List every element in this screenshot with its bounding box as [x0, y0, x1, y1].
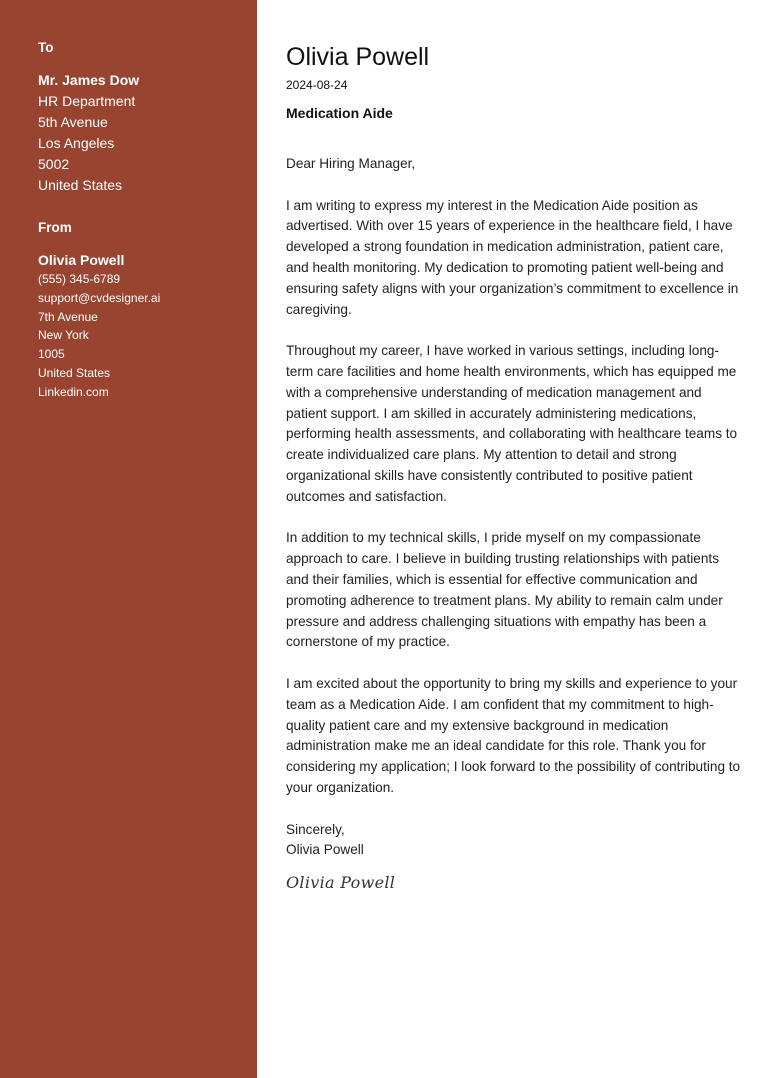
letter-body — [286, 154, 741, 894]
applicant-name: Olivia Powell — [286, 43, 430, 71]
paragraph-3: In addition to my technical skills, I pride myself on my compassionate approach to care. I believe in building trusting relationships with patients and their families, which is essential for effective communication and promoting adherence to treatment plans. My ability to remain calm under pressure and address challenging situations with empathy has been a cornerstone of my practice. — [286, 530, 723, 650]
letter-date: 2024-08-24 — [286, 78, 348, 92]
sender-linkedin: Linkedin.com — [38, 384, 109, 399]
recipient-heading: To — [38, 40, 54, 55]
recipient-country: United States — [38, 177, 123, 193]
paragraph-1: I am writing to express my interest in the Medication Aide position as advertised. With over 15 years of experience in the healthcare field, I have developed a strong foundation in medication administration, patient care, and health monitoring. My dedication to promoting patient well-being and ensuring safety aligns with your organization’s commitment to excellence in caregiving. — [286, 197, 739, 317]
paragraph-2: Throughout my career, I have worked in various settings, including long-term care facilities and home health environments, which has equipped me with a comprehensive understanding of medication management and patient support. I am skilled in accurately administering medications, performing health assessments, and collaborating with healthcare teams to create individualized care plans. My attention to detail and strong organizational skills have consistently contributed to positive patient outcomes and satisfaction. — [286, 343, 738, 504]
sender-city: New York — [38, 328, 89, 343]
sender-phone: (555) 345-6789 — [38, 272, 121, 286]
recipient-department: HR Department — [38, 93, 136, 109]
sender-zip: 1005 — [38, 347, 65, 362]
recipient-street: 5th Avenue — [38, 114, 108, 130]
sender-email: support@cvdesigner.ai — [38, 290, 161, 305]
letter-main — [286, 42, 741, 894]
closing-name: Olivia Powell — [286, 842, 364, 858]
closing — [286, 820, 741, 862]
handwritten-signature: Olivia Powell — [286, 873, 396, 893]
recipient-block — [38, 40, 257, 196]
recipient-zip: 5002 — [38, 156, 70, 172]
closing-phrase: Sincerely, — [286, 821, 345, 837]
paragraph-4: I am excited about the opportunity to bring my skills and experience to your team as a Medication Aide. I am confident that my commitment to high-quality patient care and my extensive background in medication administration make me an ideal candidate for this role. Thank you for considering my application; I look forward to the possibility of contributing to your organization. — [286, 675, 741, 795]
salutation: Dear Hiring Manager, — [286, 156, 416, 171]
sender-street: 7th Avenue — [38, 309, 98, 324]
sidebar — [0, 0, 257, 1078]
sender-name: Olivia Powell — [38, 252, 125, 268]
sender-country: United States — [38, 365, 111, 380]
sender-heading: From — [38, 220, 72, 235]
position-title: Medication Aide — [286, 105, 393, 121]
sender-block — [38, 220, 257, 402]
recipient-name: Mr. James Dow — [38, 72, 140, 88]
recipient-city: Los Angeles — [38, 135, 115, 151]
